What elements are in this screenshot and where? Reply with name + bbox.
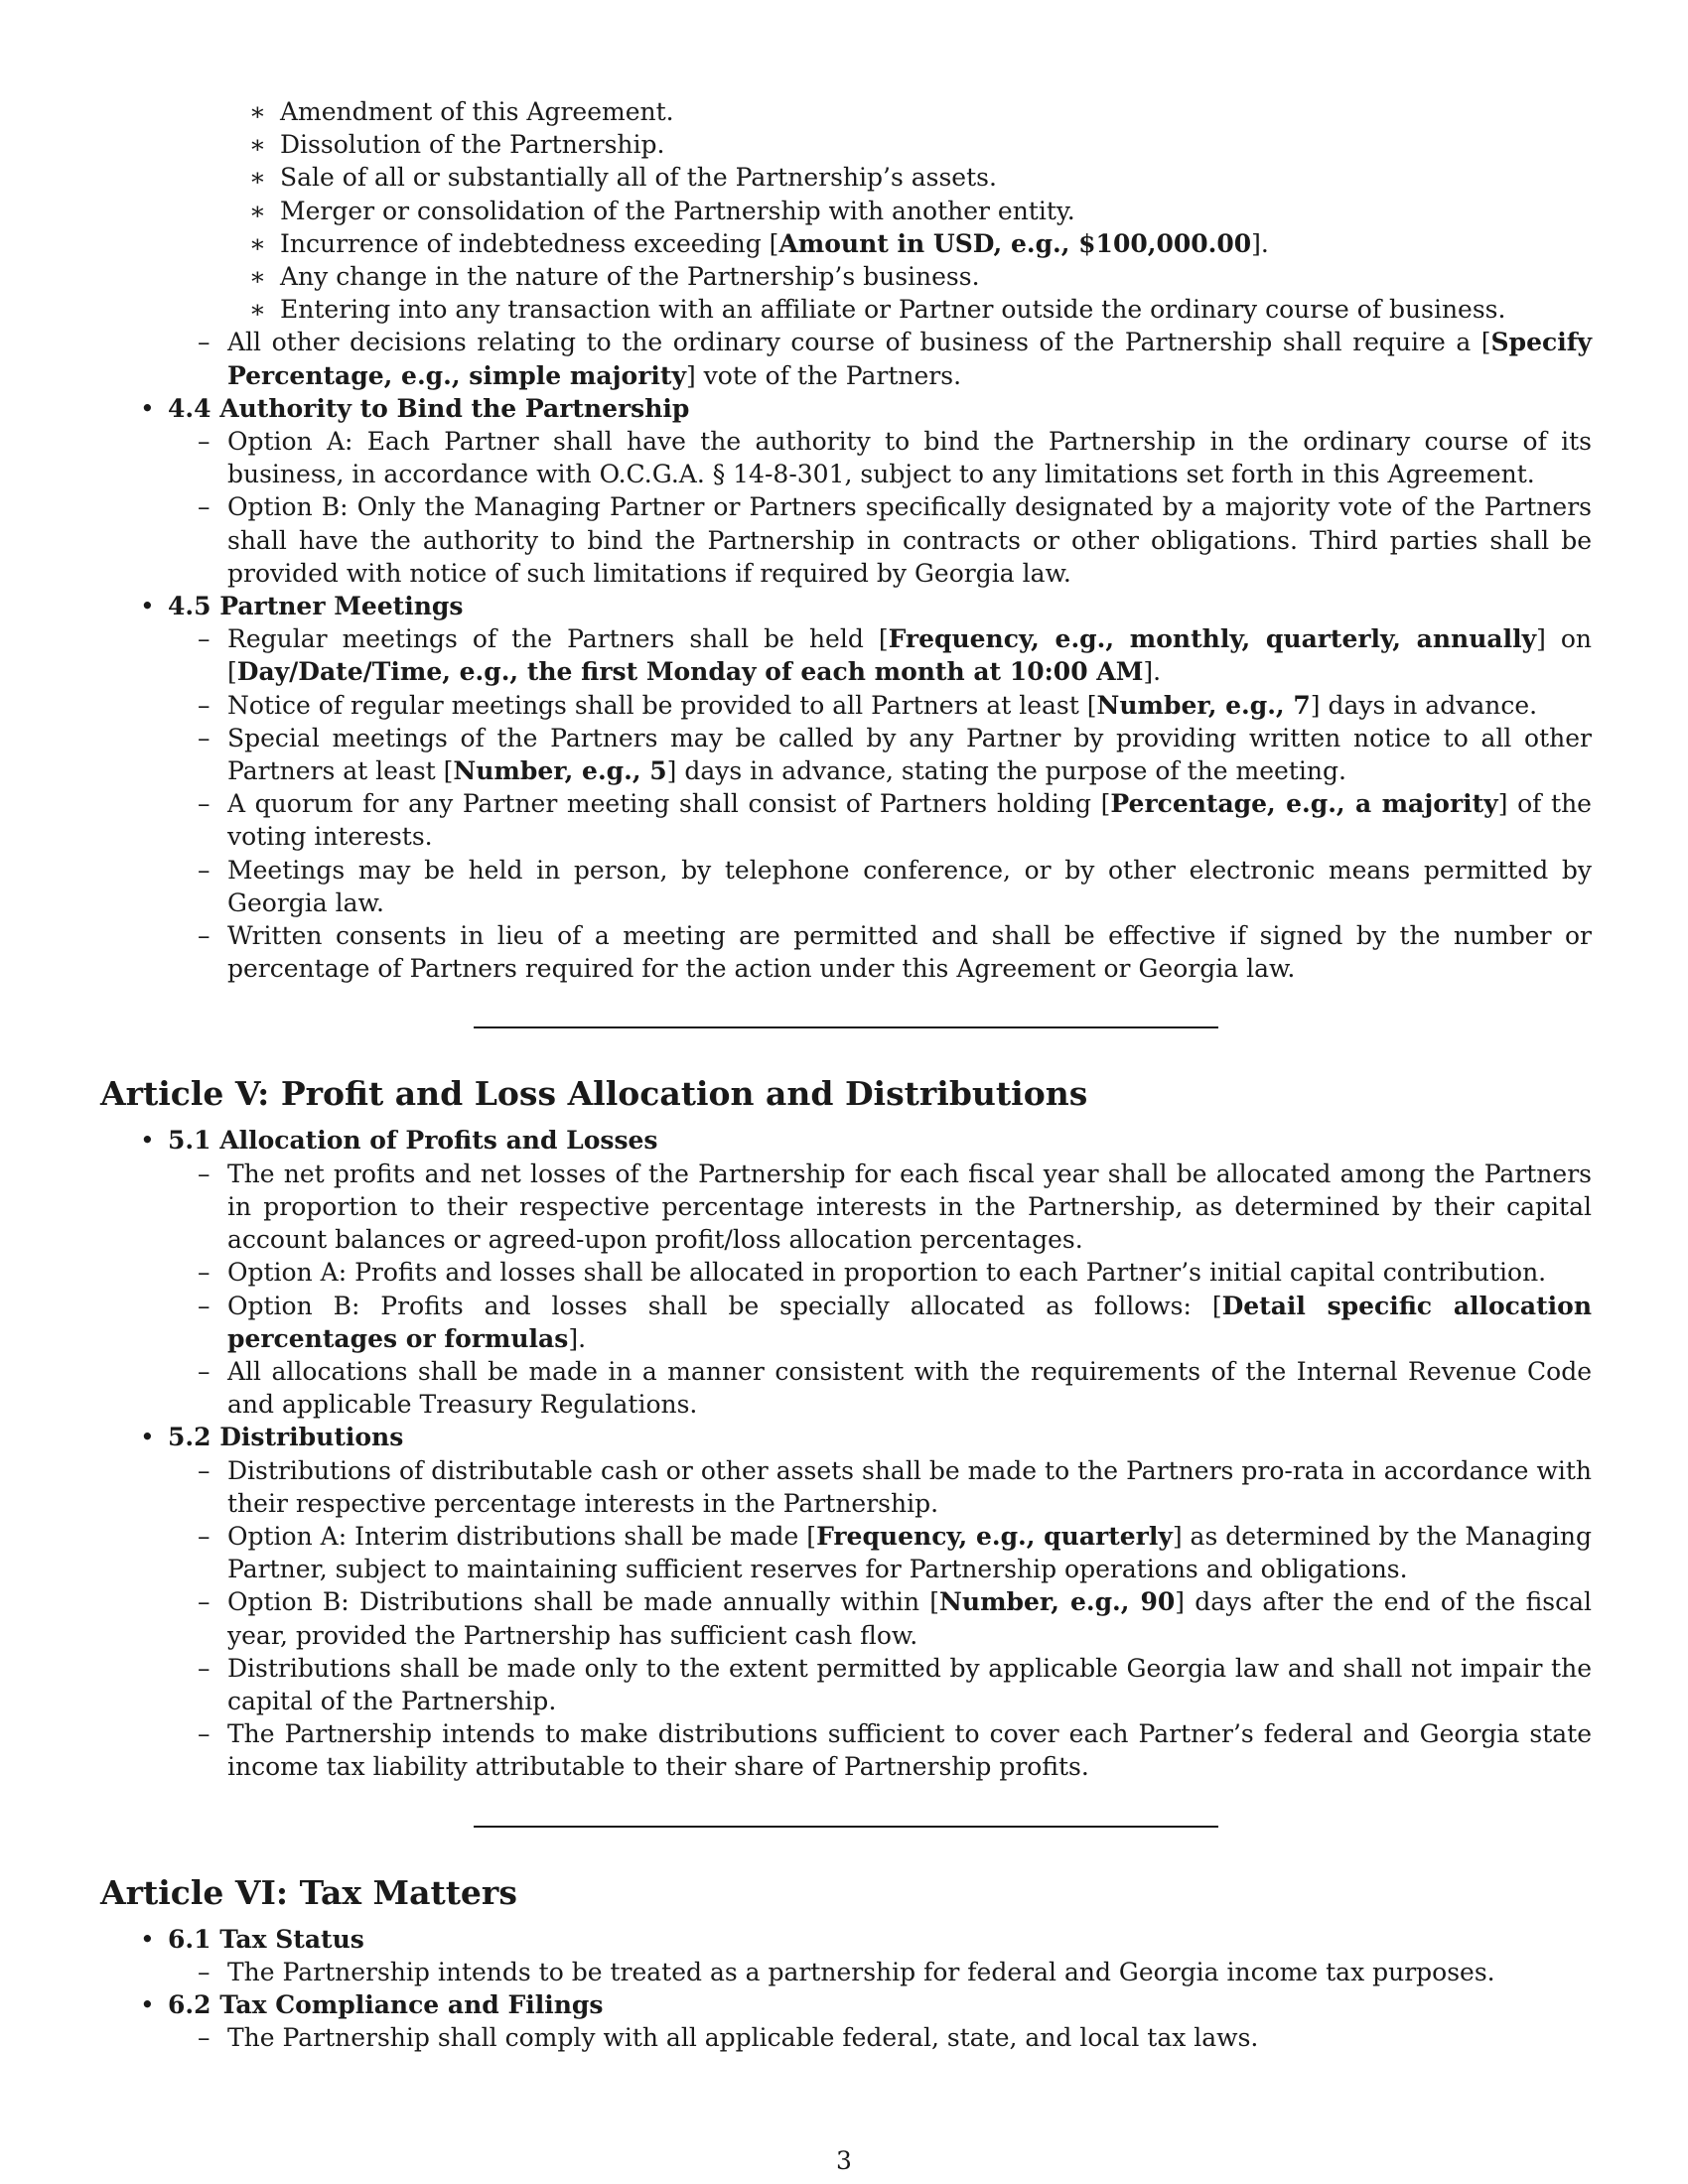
list-item: – Option B: Only the Managing Partner or Partners specifically designated by a majority vote of the Partners shall have the authority to bind the Partnership in contracts or other obligations. Third parties shall be provided with notice of such limitations if required by Georgia law. [100, 490, 1592, 590]
placeholder-field: Specify Percentage, e.g., simple majority [227, 328, 1592, 390]
section-heading-5-2: • 5.2 Distributions [100, 1421, 1592, 1453]
article-vi-list [100, 1923, 1592, 2055]
placeholder-field: Number, e.g., 7 [1096, 690, 1311, 720]
list-item: – All other decisions relating to the ordinary course of business of the Partnership shall require a [Specify Percentage, e.g., simple majority] vote of the Partners. [100, 326, 1592, 391]
list-item: – Regular meetings of the Partners shall be held [Frequency, e.g., monthly, quarterly, annually] on [Day/Date/Time, e.g., the first Monday of each month at 10:00 AM]. [100, 622, 1592, 688]
list-item: – Option B: Distributions shall be made annually within [Number, e.g., 90] days after the end of the fiscal year, provided the Partnership has sufficient cash flow. [100, 1585, 1592, 1651]
section-heading-6-2: • 6.2 Tax Compliance and Filings [100, 1988, 1592, 2021]
list-item: ∗ Any change in the nature of the Partnership’s business. [100, 260, 1592, 293]
list-item: – Notice of regular meetings shall be provided to all Partners at least [Number, e.g., 7] days in advance. [100, 689, 1592, 722]
placeholder-field: Number, e.g., 90 [939, 1587, 1176, 1617]
list-item: ∗ Merger or consolidation of the Partnership with another entity. [100, 195, 1592, 227]
list-item: – Option B: Profits and losses shall be specially allocated as follows: [Detail specific allocation percentages or formulas]. [100, 1290, 1592, 1355]
list-item: ∗ Sale of all or substantially all of the Partnership’s assets. [100, 161, 1592, 194]
list-item: – Distributions of distributable cash or other assets shall be made to the Partners pro-rata in accordance with their respective percentage interests in the Partnership. [100, 1454, 1592, 1520]
section-4-3-list [100, 95, 1592, 985]
list-item: ∗ Entering into any transaction with an affiliate or Partner outside the ordinary course of business. [100, 293, 1592, 326]
article-title-v: Article V: Profit and Loss Allocation and Distributions [100, 1074, 1088, 1114]
list-item: – The Partnership shall comply with all applicable federal, state, and local tax laws. [100, 2021, 1592, 2054]
section-heading-4-4: • 4.4 Authority to Bind the Partnership [100, 392, 1592, 425]
list-item: – The Partnership intends to make distributions sufficient to cover each Partner’s federal and Georgia state income tax liability attributable to their share of Partnership profits. [100, 1717, 1592, 1783]
section-heading-5-1: • 5.1 Allocation of Profits and Losses [100, 1124, 1592, 1157]
section-heading-6-1: • 6.1 Tax Status [100, 1923, 1592, 1956]
list-item: ∗ Amendment of this Agreement. [100, 95, 1592, 128]
page-number: 3 [836, 2146, 852, 2175]
list-item: – Option A: Interim distributions shall be made [Frequency, e.g., quarterly] as determined by the Managing Partner, subject to maintaining sufficient reserves for Partnership operations and obligations. [100, 1520, 1592, 1585]
list-item: – Distributions shall be made only to the extent permitted by applicable Georgia law and shall not impair the capital of the Partnership. [100, 1652, 1592, 1717]
section-divider [474, 1826, 1218, 1828]
list-item: – Written consents in lieu of a meeting are permitted and shall be effective if signed by the number or percentage of Partners required for the action under this Agreement or Georgia law. [100, 919, 1592, 985]
list-item: – The net profits and net losses of the Partnership for each fiscal year shall be allocated among the Partners in proportion to their respective percentage interests in the Partnership, as determined by their capital account balances or agreed-upon profit/loss allocation percentages. [100, 1158, 1592, 1257]
placeholder-field: Frequency, e.g., quarterly [816, 1521, 1173, 1551]
section-heading-4-5: • 4.5 Partner Meetings [100, 590, 1592, 622]
placeholder-field: Amount in USD, e.g., $100,000.00 [778, 228, 1252, 258]
placeholder-field: Percentage, e.g., a majority [1110, 789, 1498, 819]
placeholder-field: Frequency, e.g., monthly, quarterly, annually [888, 624, 1537, 654]
list-item: ∗ Dissolution of the Partnership. [100, 128, 1592, 161]
list-item: – The Partnership intends to be treated as a partnership for federal and Georgia income tax purposes. [100, 1956, 1592, 1988]
list-item: – Special meetings of the Partners may be called by any Partner by providing written notice to all other Partners at least [Number, e.g., 5] days in advance, stating the purpose of the meeting. [100, 722, 1592, 787]
section-divider [474, 1026, 1218, 1028]
list-item: – All allocations shall be made in a manner consistent with the requirements of the Internal Revenue Code and applicable Treasury Regulations. [100, 1355, 1592, 1421]
list-item: – A quorum for any Partner meeting shall consist of Partners holding [Percentage, e.g., a majority] of the voting interests. [100, 787, 1592, 853]
list-item: – Meetings may be held in person, by telephone conference, or by other electronic means permitted by Georgia law. [100, 854, 1592, 919]
list-item: – Option A: Profits and losses shall be allocated in proportion to each Partner’s initial capital contribution. [100, 1256, 1592, 1289]
placeholder-field: Number, e.g., 5 [453, 756, 667, 786]
list-item: ∗ Incurrence of indebtedness exceeding [Amount in USD, e.g., $100,000.00]. [100, 227, 1592, 260]
placeholder-field: Day/Date/Time, e.g., the first Monday of each month at 10:00 AM [236, 657, 1144, 687]
list-item: – Option A: Each Partner shall have the authority to bind the Partnership in the ordinary course of its business, in accordance with O.C.G.A. § 14-8-301, subject to any limitations set forth in this Agreement. [100, 425, 1592, 490]
document-page [100, 95, 1592, 2054]
article-title-vi: Article VI: Tax Matters [100, 1872, 517, 1912]
article-v-list [100, 1124, 1592, 1783]
placeholder-field: Detail specific allocation percentages or formulas [227, 1291, 1593, 1353]
